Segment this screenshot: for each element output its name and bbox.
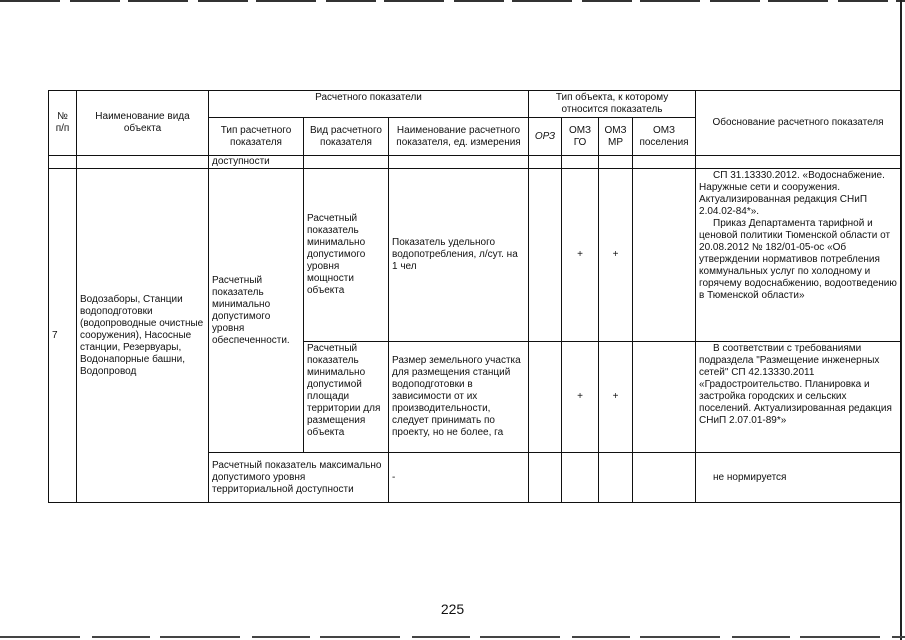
header-omz-pos: ОМЗ поселения <box>633 118 696 156</box>
row-num: 7 <box>49 169 77 503</box>
row-indicator-naming-consumption: Показатель удельного водопотребления, л/сут. на 1 чел <box>389 169 529 342</box>
row-justification-1 <box>696 169 901 342</box>
carry-indicator-type: доступности <box>209 156 304 169</box>
scan-frame-top <box>0 0 905 2</box>
row-omz-go-mark: + <box>562 342 599 453</box>
row-omz-mr-mark: + <box>599 169 633 342</box>
header-omz-mr: ОМЗ МР <box>599 118 633 156</box>
row-justification-2: В соответствии с требованиями подраздела "Размещение инженерных сетей" СП 42.13330.2011 «Градостроительство. Планировка и застройка городских и сельских поселений. Актуализированная редакция СНиП 2.07.01-89*» <box>696 342 901 453</box>
header-omz-go: ОМЗ ГО <box>562 118 599 156</box>
scan-frame-bottom <box>0 636 905 638</box>
justification-paragraph: Приказ Департамента тарифной и ценовой политики Тюменской области от 20.08.2012 № 182/01-05-ос «Об утверждении нормативов потребления коммунальных услуг по холодному и горячему водоснабжению, водоотведению в Тюменской области» <box>699 218 897 301</box>
row-indicator-naming-land: Размер земельного участка для размещения станций водоподготовки в зависимости от их производительности, следует принимать по проекту, но не более, га <box>389 342 529 453</box>
row-omz-mr-mark: + <box>599 342 633 453</box>
row-omz-go-mark: + <box>562 169 599 342</box>
header-num: № п/п <box>49 91 77 156</box>
header-indicator-naming: Наименование расчетного показателя, ед. измерения <box>389 118 529 156</box>
table-header-row <box>49 91 901 118</box>
row-object-name: Водозаборы, Станции водоподготовки (водопроводные очистные сооружения), Насосные станции, Резервуары, Водонапорные башни, Водопровод <box>77 169 209 503</box>
row-justification-3: не нормируется <box>696 453 901 503</box>
header-indicator-type: Тип расчетного показателя <box>209 118 304 156</box>
row-indicator-type: Расчетный показатель минимально допустимого уровня обеспеченности. <box>209 169 304 453</box>
header-justification: Обоснование расчетного показателя <box>696 91 901 156</box>
header-object-type-group: Тип объекта, к которому относится показатель <box>529 91 696 118</box>
row-indicator-naming-access: - <box>389 453 529 503</box>
header-indicator-kind: Вид расчетного показателя <box>304 118 389 156</box>
header-object-name: Наименование вида объекта <box>77 91 209 156</box>
table-row <box>49 169 901 342</box>
header-orz: ОРЗ <box>529 118 562 156</box>
row-indicator-kind-area: Расчетный показатель минимально допустимой площади территории для размещения объекта <box>304 342 389 453</box>
row-indicator-kind-capacity: Расчетный показатель минимально допустимого уровня мощности объекта <box>304 169 389 342</box>
justification-paragraph: СП 31.13330.2012. «Водоснабжение. Наружные сети и сооружения. Актуализированная редакция СНиП 2.04.02-84*». <box>699 170 885 217</box>
indicators-table <box>48 90 901 503</box>
page-number: 225 <box>440 601 465 617</box>
header-indicators-group: Расчетного показатели <box>209 91 529 118</box>
row-indicator-type-access: Расчетный показатель максимально допустимого уровня территориальной доступности <box>209 453 389 503</box>
table-row <box>49 156 901 169</box>
